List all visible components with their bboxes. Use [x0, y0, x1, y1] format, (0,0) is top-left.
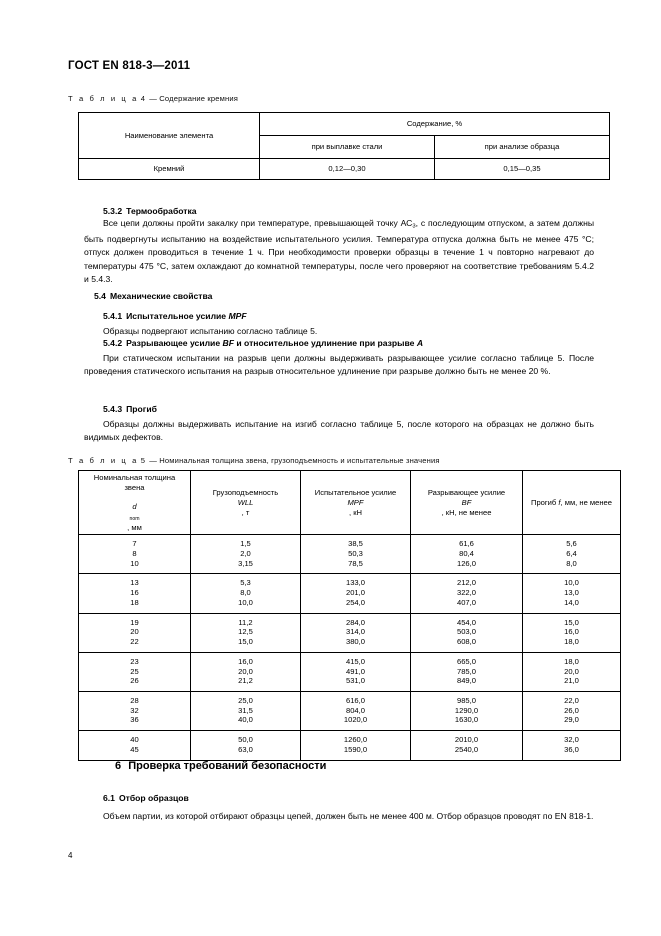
table-5-caption-title: Номинальная толщина звена, грузоподъемность и испытательные значения [159, 456, 440, 465]
table-5-cell-bf [411, 731, 523, 760]
paragraph-5-3-2-part2: , с последующим отпуском, а затем должны быть подвергнуты испытанию на воздействие испытательного усилия. Температура отпуска должна быть не менее 475 °C; отпуск должен проводиться в течение 1 ч. При необходимости проверки образцы в течение 1 ч повторно нагревают до температуры 475 °C, затем охлаждают до комнатной температуры, после чего проверяют на соответствие требованиям 5.4.2 и 5.4.3. [84, 218, 594, 284]
table-row [79, 731, 621, 760]
table-5-cell-deflection-value: 18,0 [564, 637, 579, 647]
table-5-cell-mpf-value: 201,0 [345, 588, 365, 598]
table-5-cell-thickness [79, 574, 191, 613]
table-5-cell-wll-value: 10,0 [238, 597, 253, 607]
table-5-cell-wll-value: 11,2 [238, 617, 253, 627]
table-5-cell-thickness [79, 652, 191, 691]
table-5-cell-thickness-value: 32 [130, 705, 139, 715]
table-5-cell-bf-value: 454,0 [456, 617, 476, 627]
heading-5-4-2 [103, 338, 423, 348]
table-5-header-wll-line1: Грузоподъемность [212, 488, 279, 498]
table-5-cell-deflection-value: 16,0 [564, 627, 579, 637]
table-5-cell-bf-value: 212,0 [456, 578, 476, 588]
table-5-cell-thickness [79, 535, 191, 574]
table-5-cell-wll-value: 8,0 [240, 588, 251, 598]
paragraph-5-3-2-part1: Все цепи должны пройти закалку при температуре, превышающей точку АС [103, 218, 413, 228]
table-5-cell-deflection-value: 21,0 [564, 676, 579, 686]
table-5-caption-number: 5 [140, 456, 148, 465]
table-5-header-wll [191, 471, 301, 535]
table-5-cell-wll-value: 25,0 [238, 695, 253, 705]
table-5-cell-thickness-value: 18 [130, 597, 139, 607]
table-5-cell-mpf-value: 133,0 [345, 578, 365, 588]
table-5-cell-bf-value: 2540,0 [454, 744, 479, 754]
table-5-cell-mpf-value: 1020,0 [343, 715, 368, 725]
table-5-cell-mpf-value: 380,0 [345, 637, 365, 647]
heading-6-1-number: 6.1 [103, 793, 115, 803]
table-5-cell-wll [191, 613, 301, 652]
table-5-cell-deflection [523, 535, 621, 574]
table-row [79, 574, 621, 613]
table-4-header-melting: при выплавке стали [260, 136, 435, 159]
table-5-cell-wll-value: 31,5 [238, 705, 253, 715]
table-5-caption-label: Т а б л и ц а [68, 456, 139, 465]
table-5-cell-wll [191, 535, 301, 574]
table-header-row [79, 471, 621, 535]
table-5-cell-bf [411, 691, 523, 730]
table-5-cell-thickness-value: 10 [130, 558, 139, 568]
heading-5-4 [94, 291, 212, 301]
table-5-cell-wll-value: 63,0 [238, 744, 253, 754]
paragraph-5-4-3: Образцы должны выдерживать испытание на изгиб согласно таблице 5, после которого на образцах не должно быть видимых дефектов. [84, 419, 594, 443]
table-5-cell-bf-value: 608,0 [456, 637, 476, 647]
table-5-cell-deflection [523, 731, 621, 760]
table-5-cell-deflection-value: 26,0 [564, 705, 579, 715]
table-row [79, 652, 621, 691]
table-5-header-bf-line1: Разрывающее усилие [427, 488, 506, 498]
table-4-caption-dash: — [149, 94, 158, 103]
table-row [79, 535, 621, 574]
table-5-cell-deflection-value: 29,0 [564, 715, 579, 725]
table-5-cell-mpf-value: 491,0 [345, 666, 365, 676]
table-5-cell-bf-value: 61,6 [459, 539, 474, 549]
heading-5-4-title: Механические свойства [109, 291, 213, 301]
table-row [79, 113, 610, 136]
table-5-cell-bf-value: 126,0 [456, 558, 476, 568]
table-5-cell-deflection [523, 652, 621, 691]
table-5-cell-thickness-value: 25 [130, 666, 139, 676]
paragraph-5-3-2-subscript: 3 [412, 223, 416, 230]
heading-section-6-title: Проверка требований безопасности [128, 760, 327, 772]
table-row [79, 691, 621, 730]
table-5-cell-thickness [79, 731, 191, 760]
table-5-header-mpf [301, 471, 411, 535]
heading-section-6 [115, 760, 326, 772]
table-5-cell-bf-value: 985,0 [456, 695, 476, 705]
heading-5-4-3-number: 5.4.3 [103, 404, 123, 414]
table-5-cell-bf-value: 665,0 [456, 656, 476, 666]
symbol-wll: WLL [237, 497, 254, 507]
paragraph-5-3-2 [84, 217, 594, 286]
page-number: 4 [68, 851, 73, 860]
table-5-cell-deflection-value: 22,0 [564, 695, 579, 705]
table-5-cell-wll-value: 15,0 [238, 637, 253, 647]
table-5-cell-deflection-value: 13,0 [564, 588, 579, 598]
table-5-cell-bf-value: 785,0 [456, 666, 476, 676]
heading-5-4-number: 5.4 [94, 291, 106, 301]
table-5-cell-deflection-value: 10,0 [564, 578, 579, 588]
table-4-cell-melting: 0,12—0,30 [260, 159, 435, 180]
table-5-caption [68, 456, 440, 465]
table-5-header-bf [411, 471, 523, 535]
table-5-cell-mpf [301, 691, 411, 730]
table-5-cell-mpf-value: 254,0 [345, 597, 365, 607]
table-5-cell-mpf-value: 531,0 [345, 676, 365, 686]
table-5-header-bf-line2: BF , кН, не менее [414, 498, 519, 517]
table-5-cell-bf-value: 322,0 [456, 588, 476, 598]
table-5-cell-mpf-value: 78,5 [348, 558, 363, 568]
table-5-cell-deflection [523, 691, 621, 730]
table-5-cell-deflection [523, 574, 621, 613]
table-5-cell-bf-value: 1630,0 [454, 715, 479, 725]
table-5-cell-bf [411, 574, 523, 613]
table-4-caption-title: Содержание кремния [159, 94, 239, 103]
table-5-header-mpf-line1: Испытательное усилие [314, 488, 397, 498]
table-5-cell-bf-value: 1290,0 [454, 705, 479, 715]
table-4-caption [68, 94, 238, 103]
table-5-cell-wll-value: 12,5 [238, 627, 253, 637]
table-5-cell-bf-value: 80,4 [459, 549, 474, 559]
table-5-cell-wll-value: 40,0 [238, 715, 253, 725]
paragraph-5-4-1: Образцы подвергают испытанию согласно таблице 5. [103, 326, 318, 336]
table-5-header-wll-line2: WLL , т [194, 498, 297, 517]
heading-5-3-2-title: Термообработка [126, 206, 197, 216]
table-4-caption-label: Т а б л и ц а [68, 94, 139, 103]
subscript-nom: nom [129, 516, 140, 522]
table-4-header-analysis: при анализе образца [435, 136, 610, 159]
table-5-cell-deflection-value: 6,4 [566, 549, 577, 559]
heading-6-1 [103, 793, 189, 803]
table-5-cell-deflection-value: 15,0 [564, 617, 579, 627]
table-5-cell-deflection [523, 613, 621, 652]
paragraph-6-1: Объем партии, из которой отбирают образцы цепей, должен быть не менее 400 м. Отбор образцов проводят по EN 818-1. [103, 811, 594, 821]
table-5-cell-deflection-value: 36,0 [564, 744, 579, 754]
table-5-cell-thickness-value: 20 [130, 627, 139, 637]
paragraph-5-4-2: При статическом испытании на разрыв цепи должны выдерживать разрывающее усилие согласно таблице 5. После проведения статического испытания на разрыв относительное удлинение при разрыве должно быть не менее 20 %. [84, 353, 594, 377]
table-5-cell-bf [411, 613, 523, 652]
table-4-cell-element: Кремний [79, 159, 260, 180]
heading-5-3-2 [103, 206, 197, 216]
table-5-cell-deflection-value: 8,0 [566, 558, 577, 568]
table-5-cell-thickness-value: 26 [130, 676, 139, 686]
table-5-header-deflection-line1: Прогиб f, мм, не менее [530, 497, 612, 507]
table-5-cell-mpf-value: 415,0 [345, 656, 365, 666]
heading-5-3-2-number: 5.3.2 [103, 206, 123, 216]
table-5-header-thickness-line2: звена d $_{nom}$ , мм [82, 483, 187, 533]
table-5-cell-mpf-value: 616,0 [345, 695, 365, 705]
symbol-mpf: MPF [347, 497, 364, 507]
table-5-header-thickness-line1: Номинальная толщина [93, 473, 176, 482]
table-4-silicon-content [78, 112, 610, 180]
table-5-cell-deflection-value: 20,0 [564, 666, 579, 676]
heading-5-4-1-title: Испытательное усилие [126, 311, 227, 321]
table-5-header-deflection [523, 471, 621, 535]
table-5-header-mpf-line2: MPF , кН [304, 498, 407, 517]
symbol-bf: BF [461, 497, 472, 507]
table-5-cell-wll-value: 3,15 [238, 558, 253, 568]
table-5-cell-wll [191, 652, 301, 691]
table-5-cell-wll-value: 16,0 [238, 656, 253, 666]
table-5-cell-wll [191, 691, 301, 730]
table-5-cell-mpf-value: 314,0 [345, 627, 365, 637]
table-5-cell-wll [191, 731, 301, 760]
table-5-link-thickness [78, 470, 621, 761]
table-5-cell-wll [191, 574, 301, 613]
table-5-cell-mpf-value: 804,0 [345, 705, 365, 715]
table-5-cell-deflection-value: 32,0 [564, 735, 579, 745]
table-4-caption-number: 4 [140, 94, 148, 103]
heading-5-4-3 [103, 404, 157, 414]
heading-5-4-2-title-prefix: Разрывающее усилие [126, 338, 221, 348]
table-5-cell-thickness-value: 16 [130, 588, 139, 598]
symbol-f: f [558, 497, 561, 507]
heading-5-4-2-title-mid: и относительное удлинение при разрыве [236, 338, 415, 348]
table-5-cell-wll-value: 21,2 [238, 676, 253, 686]
table-4-header-element-name: Наименование элемента [79, 113, 260, 159]
table-row [79, 613, 621, 652]
table-5-cell-bf-value: 2010,0 [454, 735, 479, 745]
heading-5-4-2-number: 5.4.2 [103, 338, 123, 348]
heading-5-4-1-symbol: MPF [228, 311, 247, 321]
table-5-cell-mpf [301, 731, 411, 760]
table-5-cell-bf-value: 503,0 [456, 627, 476, 637]
table-5-cell-bf-value: 849,0 [456, 676, 476, 686]
table-5-cell-thickness-value: 45 [130, 744, 139, 754]
table-5-cell-mpf [301, 652, 411, 691]
heading-5-4-2-symbol-bf: BF [222, 338, 234, 348]
heading-5-4-2-symbol-a: A [416, 338, 424, 348]
table-5-cell-mpf [301, 574, 411, 613]
table-4-cell-analysis: 0,15—0,35 [435, 159, 610, 180]
table-5-cell-thickness-value: 13 [130, 578, 139, 588]
table-5-cell-bf [411, 652, 523, 691]
table-5-cell-thickness [79, 613, 191, 652]
table-5-cell-thickness-value: 7 [132, 539, 137, 549]
table-row [79, 159, 610, 180]
table-5-cell-deflection-value: 14,0 [564, 597, 579, 607]
table-5-cell-thickness-value: 23 [130, 656, 139, 666]
table-5-cell-deflection-value: 18,0 [564, 656, 579, 666]
heading-6-1-title: Отбор образцов [118, 793, 189, 803]
table-5-header-thickness [79, 471, 191, 535]
table-5-cell-mpf-value: 38,5 [348, 539, 363, 549]
table-4-header-content-group: Содержание, % [260, 113, 610, 136]
table-5-cell-mpf-value: 1260,0 [343, 735, 368, 745]
table-5-cell-thickness-value: 28 [130, 695, 139, 705]
heading-5-4-3-title: Прогиб [126, 404, 157, 414]
table-5-cell-thickness-value: 36 [130, 715, 139, 725]
table-5-cell-mpf-value: 284,0 [345, 617, 365, 627]
heading-5-4-1 [103, 311, 247, 321]
table-5-cell-wll-value: 1,5 [240, 539, 251, 549]
running-head: ГОСТ EN 818-3—2011 [68, 60, 191, 72]
heading-section-6-number: 6 [115, 760, 122, 772]
table-5-caption-dash: — [149, 456, 158, 465]
table-5-body [79, 535, 621, 760]
table-5-cell-mpf [301, 535, 411, 574]
table-5-cell-wll-value: 20,0 [238, 666, 253, 676]
table-5-cell-deflection-value: 5,6 [566, 539, 577, 549]
table-5-cell-mpf-value: 1590,0 [343, 744, 368, 754]
table-5-cell-wll-value: 5,3 [240, 578, 251, 588]
table-5-cell-mpf [301, 613, 411, 652]
table-5-cell-thickness-value: 22 [130, 637, 139, 647]
table-5-cell-wll-value: 50,0 [238, 735, 253, 745]
table-5-cell-thickness-value: 40 [130, 735, 139, 745]
table-5-cell-bf-value: 407,0 [456, 597, 476, 607]
table-5-cell-mpf-value: 50,3 [348, 549, 363, 559]
symbol-d: d [132, 502, 137, 512]
table-5-cell-wll-value: 2,0 [240, 549, 251, 559]
table-5-cell-thickness-value: 19 [130, 617, 139, 627]
heading-5-4-1-number: 5.4.1 [103, 311, 123, 321]
table-5-cell-thickness-value: 8 [132, 549, 137, 559]
table-5-cell-bf [411, 535, 523, 574]
table-5-cell-thickness [79, 691, 191, 730]
